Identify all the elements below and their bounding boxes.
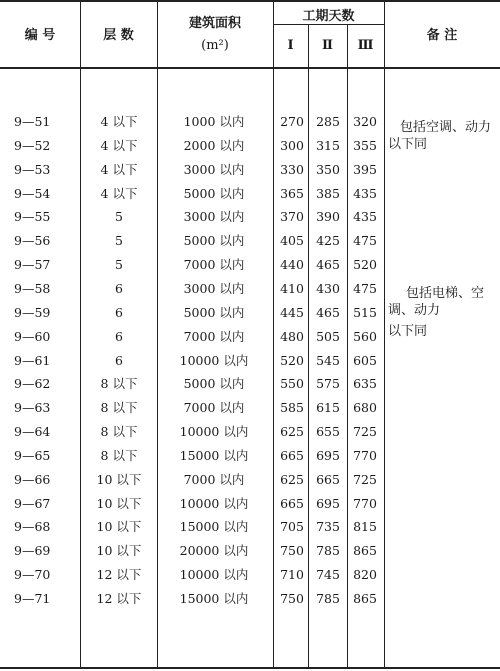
col-divider-area	[273, 0, 274, 669]
row-days-1: 750	[280, 591, 304, 606]
row-area: 7000 以内	[183, 400, 245, 416]
row-floors: 8 以下	[100, 447, 138, 463]
row-days-1: 520	[280, 352, 304, 368]
row-floors: 10 以下	[96, 495, 142, 511]
row-days-3: 605	[353, 352, 377, 368]
header-duration: 工期天数	[302, 9, 355, 24]
row-area: 5000 以内	[183, 185, 245, 201]
row-area: 7000 以内	[183, 257, 245, 273]
row-code: 9—58	[14, 280, 51, 296]
row-days-2: 465	[316, 304, 340, 320]
row-days-1: 365	[280, 185, 304, 201]
header-code: 编 号	[24, 28, 56, 43]
row-days-2: 695	[316, 447, 340, 463]
row-days-1: 750	[280, 543, 304, 559]
row-code: 9—52	[14, 137, 51, 153]
row-days-1: 550	[280, 376, 304, 392]
row-days-2: 665	[316, 471, 340, 487]
row-floors: 5	[115, 257, 123, 273]
row-days-3: 635	[353, 376, 377, 392]
header-bottom-rule	[0, 67, 500, 69]
header-col-1: Ⅰ	[287, 38, 294, 53]
row-days-2: 505	[316, 328, 340, 344]
row-days-1: 300	[280, 137, 304, 153]
remark-1-line-2: 以下同	[388, 137, 428, 152]
col-divider-d3	[384, 0, 385, 669]
row-days-3: 865	[353, 543, 377, 559]
row-days-2: 425	[316, 233, 340, 249]
remark-2-line-1: 包括电梯、空	[406, 286, 485, 301]
row-days-1: 625	[280, 471, 304, 487]
row-floors: 10 以下	[96, 471, 142, 487]
row-days-3: 815	[353, 519, 377, 535]
row-days-1: 370	[280, 209, 304, 225]
row-days-2: 430	[316, 280, 340, 296]
row-code: 9—57	[14, 257, 51, 273]
row-area: 5000 以内	[183, 304, 245, 320]
row-area: 10000 以内	[179, 424, 249, 440]
row-floors: 12 以下	[96, 591, 142, 606]
row-days-1: 710	[280, 567, 304, 583]
row-code: 9—53	[14, 161, 51, 177]
duration-subheader-rule	[274, 24, 384, 25]
row-days-1: 665	[280, 495, 304, 511]
row-area: 2000 以内	[183, 137, 245, 153]
row-days-3: 435	[353, 209, 377, 225]
row-days-2: 615	[316, 400, 340, 416]
row-days-1: 405	[280, 233, 304, 249]
row-area: 10000 以内	[179, 495, 249, 511]
row-code: 9—55	[14, 209, 51, 225]
row-area: 1000 以内	[183, 114, 245, 129]
table-top-rule	[0, 0, 500, 2]
row-days-3: 320	[353, 114, 377, 129]
row-days-3: 680	[353, 400, 377, 416]
row-days-2: 390	[316, 209, 340, 225]
row-area: 5000 以内	[183, 376, 245, 392]
row-days-3: 770	[353, 495, 377, 511]
row-days-2: 285	[316, 114, 340, 129]
row-days-1: 585	[280, 400, 304, 416]
row-area: 5000 以内	[183, 233, 245, 249]
row-code: 9—66	[14, 471, 51, 487]
col-divider-code	[80, 0, 81, 669]
row-code: 9—64	[14, 424, 51, 440]
row-days-2: 385	[316, 185, 340, 201]
row-area: 15000 以内	[179, 447, 249, 463]
row-code: 9—51	[14, 114, 51, 129]
row-floors: 4 以下	[100, 137, 138, 153]
row-days-1: 625	[280, 424, 304, 440]
row-days-2: 465	[316, 257, 340, 273]
row-area: 15000 以内	[179, 519, 249, 535]
row-days-3: 395	[353, 161, 377, 177]
row-days-3: 435	[353, 185, 377, 201]
row-code: 9—54	[14, 185, 51, 201]
row-days-3: 820	[353, 567, 377, 583]
header-area-unit: (m²)	[201, 38, 229, 53]
row-floors: 10 以下	[96, 519, 142, 535]
row-floors: 6	[115, 352, 123, 368]
row-days-2: 350	[316, 161, 340, 177]
table-bottom-rule	[0, 667, 500, 669]
row-days-1: 445	[280, 304, 304, 320]
row-area: 3000 以内	[183, 161, 245, 177]
row-days-2: 745	[316, 567, 340, 583]
row-code: 9—60	[14, 328, 51, 344]
row-floors: 10 以下	[96, 543, 142, 559]
row-code: 9—65	[14, 447, 51, 463]
row-floors: 4 以下	[100, 161, 138, 177]
header-col-3: Ⅲ	[357, 38, 374, 53]
row-days-3: 475	[353, 280, 377, 296]
row-code: 9—71	[14, 591, 51, 606]
row-code: 9—63	[14, 400, 51, 416]
row-days-3: 475	[353, 233, 377, 249]
row-days-2: 735	[316, 519, 340, 535]
row-floors: 4 以下	[100, 114, 138, 129]
row-area: 15000 以内	[179, 591, 249, 606]
header-remarks: 备 注	[426, 28, 458, 43]
row-days-1: 440	[280, 257, 304, 273]
header-area: 建筑面积	[188, 16, 241, 31]
row-area: 3000 以内	[183, 209, 245, 225]
row-days-1: 705	[280, 519, 304, 535]
row-days-3: 725	[353, 471, 377, 487]
row-days-1: 480	[280, 328, 304, 344]
remark-2-line-2: 调、动力	[388, 303, 441, 318]
col-divider-d1	[308, 25, 309, 669]
header-col-2: Ⅱ	[322, 38, 333, 53]
row-days-3: 520	[353, 257, 377, 273]
row-days-2: 655	[316, 424, 340, 440]
row-days-1: 270	[280, 114, 304, 129]
row-floors: 5	[115, 209, 123, 225]
header-floors: 层 数	[103, 28, 134, 43]
row-days-2: 785	[316, 543, 340, 559]
row-code: 9—67	[14, 495, 51, 511]
row-code: 9—59	[14, 304, 51, 320]
row-days-3: 770	[353, 447, 377, 463]
row-floors: 8 以下	[100, 424, 138, 440]
row-code: 9—70	[14, 567, 51, 583]
row-days-3: 560	[353, 328, 377, 344]
row-days-1: 410	[280, 280, 304, 296]
row-days-2: 315	[316, 137, 340, 153]
row-area: 3000 以内	[183, 280, 245, 296]
row-area: 7000 以内	[183, 471, 245, 487]
remark-2-line-3: 以下同	[388, 324, 428, 339]
row-floors: 8 以下	[100, 400, 138, 416]
row-floors: 6	[115, 280, 123, 296]
row-days-3: 355	[353, 137, 377, 153]
row-code: 9—62	[14, 376, 51, 392]
row-floors: 12 以下	[96, 567, 142, 583]
row-area: 10000 以内	[179, 567, 249, 583]
row-floors: 4 以下	[100, 185, 138, 201]
row-code: 9—56	[14, 233, 51, 249]
remark-1-line-1: 包括空调、动力	[400, 120, 492, 135]
row-code: 9—69	[14, 543, 51, 559]
row-days-1: 665	[280, 447, 304, 463]
row-area: 10000 以内	[179, 352, 249, 368]
row-days-2: 575	[316, 376, 340, 392]
row-area: 7000 以内	[183, 328, 245, 344]
row-days-2: 695	[316, 495, 340, 511]
row-days-3: 865	[353, 591, 377, 606]
row-floors: 8 以下	[100, 376, 138, 392]
row-area: 20000 以内	[179, 543, 249, 559]
row-floors: 5	[115, 233, 123, 249]
row-days-2: 785	[316, 591, 340, 606]
row-floors: 6	[115, 304, 123, 320]
row-floors: 6	[115, 328, 123, 344]
row-code: 9—68	[14, 519, 51, 535]
row-days-3: 515	[353, 304, 377, 320]
row-days-1: 330	[280, 161, 304, 177]
row-code: 9—61	[14, 352, 51, 368]
row-days-3: 725	[353, 424, 377, 440]
row-days-2: 545	[316, 352, 340, 368]
